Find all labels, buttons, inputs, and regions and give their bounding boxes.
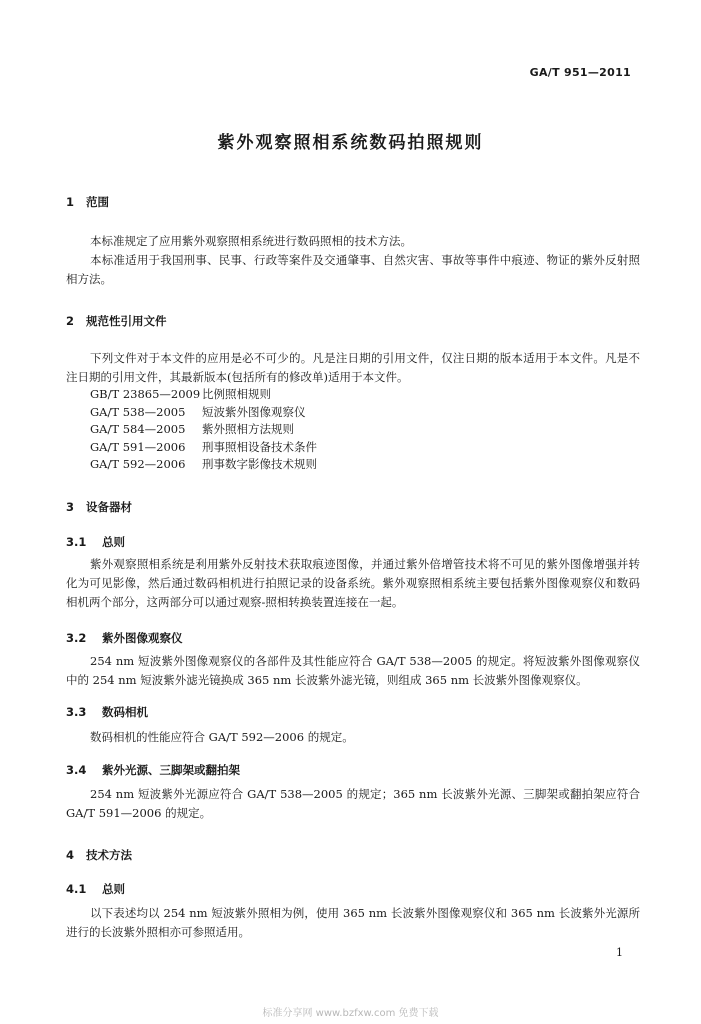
section-1-paragraph-2: 本标准适用于我国刑事、民事、行政等案件及交通肇事、自然灾害、事故等事件中痕迹、物证的紫外反射照相方法。	[66, 253, 640, 286]
reference-code: GA/T 591—2006	[90, 439, 186, 454]
subsection-number: 3.4	[66, 763, 87, 777]
reference-code: GB/T 23865—2009	[90, 387, 201, 401]
standard-number: GA/T 951—2011	[529, 66, 631, 79]
reference-item	[90, 421, 317, 439]
section-number: 1	[66, 195, 75, 209]
reference-name: 紫外照相方法规则	[202, 422, 294, 436]
reference-item	[90, 386, 317, 404]
subsection-3-3-heading	[66, 704, 148, 720]
subsection-title: 紫外光源、三脚架或翻拍架	[102, 763, 240, 777]
section-number: 3	[66, 500, 75, 514]
reference-name: 短波紫外图像观察仪	[202, 404, 306, 419]
reference-code: GA/T 592—2006	[90, 457, 186, 471]
subsection-3-1-heading	[66, 534, 125, 550]
subsection-3-2-text: 254 nm 短波紫外图像观察仪的各部件及其性能应符合 GA/T 538—2005 的规定。将短波紫外图像观察仪中的 254 nm 短波紫外滤光镜换成 365 nm 长波紫外滤光镜，则组成 365 nm 长波紫外图像观察仪。	[66, 654, 640, 687]
section-2-heading	[66, 313, 167, 329]
subsection-3-1-text: 紫外观察照相系统是利用紫外反射技术获取痕迹图像，并通过紫外倍增管技术将不可见的紫外图像增强并转化为可见影像，然后通过数码相机进行拍照记录的设备系统。紫外观察照相系统主要包括紫外图像观察仪和数码相机两个部分，这两部分可以通过观察-照相转换装置连接在一起。	[66, 557, 640, 609]
section-number: 2	[66, 314, 75, 328]
subsection-4-1-heading	[66, 881, 125, 897]
subsection-number: 4.1	[66, 882, 87, 896]
subsection-title: 总则	[102, 535, 125, 549]
subsection-title: 数码相机	[102, 705, 148, 719]
reference-code: GA/T 538—2005	[90, 404, 186, 419]
reference-code: GA/T 584—2005	[90, 422, 186, 436]
subsection-number: 3.2	[66, 631, 87, 645]
section-1-paragraph-1: 本标准规定了应用紫外观察照相系统进行数码照相的技术方法。	[90, 234, 412, 248]
subsection-number: 3.1	[66, 535, 87, 549]
section-3-heading	[66, 499, 132, 515]
reference-item	[90, 404, 317, 422]
footer-watermark: 标准分享网 www.bzfxw.com 免费下载	[262, 1008, 439, 1019]
reference-name: 比例照相规则	[202, 387, 271, 401]
page-number: 1	[616, 946, 623, 959]
subsection-number: 3.3	[66, 705, 87, 719]
section-number: 4	[66, 848, 75, 862]
section-title: 设备器材	[86, 500, 132, 514]
reference-item	[90, 439, 317, 457]
subsection-3-4-text: 254 nm 短波紫外光源应符合 GA/T 538—2005 的规定；365 nm 长波紫外光源、三脚架或翻拍架应符合 GA/T 591—2006 的规定。	[66, 787, 640, 820]
reference-item	[90, 456, 317, 474]
document-title: 紫外观察照相系统数码拍照规则	[217, 133, 484, 153]
subsection-3-2-heading	[66, 630, 183, 646]
subsection-title: 总则	[102, 882, 125, 896]
section-title: 范围	[86, 195, 109, 209]
section-title: 规范性引用文件	[86, 314, 167, 328]
section-4-heading	[66, 847, 132, 863]
reference-name: 刑事数字影像技术规则	[202, 457, 317, 471]
section-title: 技术方法	[86, 848, 132, 862]
subsection-title: 紫外图像观察仪	[102, 631, 183, 645]
reference-name: 刑事照相设备技术条件	[202, 439, 317, 454]
section-2-intro: 下列文件对于本文件的应用是必不可少的。凡是注日期的引用文件，仅注日期的版本适用于本文件。凡是不注日期的引用文件，其最新版本(包括所有的修改单)适用于本文件。	[66, 351, 640, 384]
section-1-heading	[66, 194, 109, 210]
subsection-3-3-text: 数码相机的性能应符合 GA/T 592—2006 的规定。	[90, 730, 354, 744]
subsection-3-4-heading	[66, 762, 240, 778]
subsection-4-1-text: 以下表述均以 254 nm 短波紫外照相为例，使用 365 nm 长波紫外图像观察仪和 365 nm 长波紫外光源所进行的长波紫外照相亦可参照适用。	[66, 906, 640, 939]
reference-list	[90, 386, 317, 474]
